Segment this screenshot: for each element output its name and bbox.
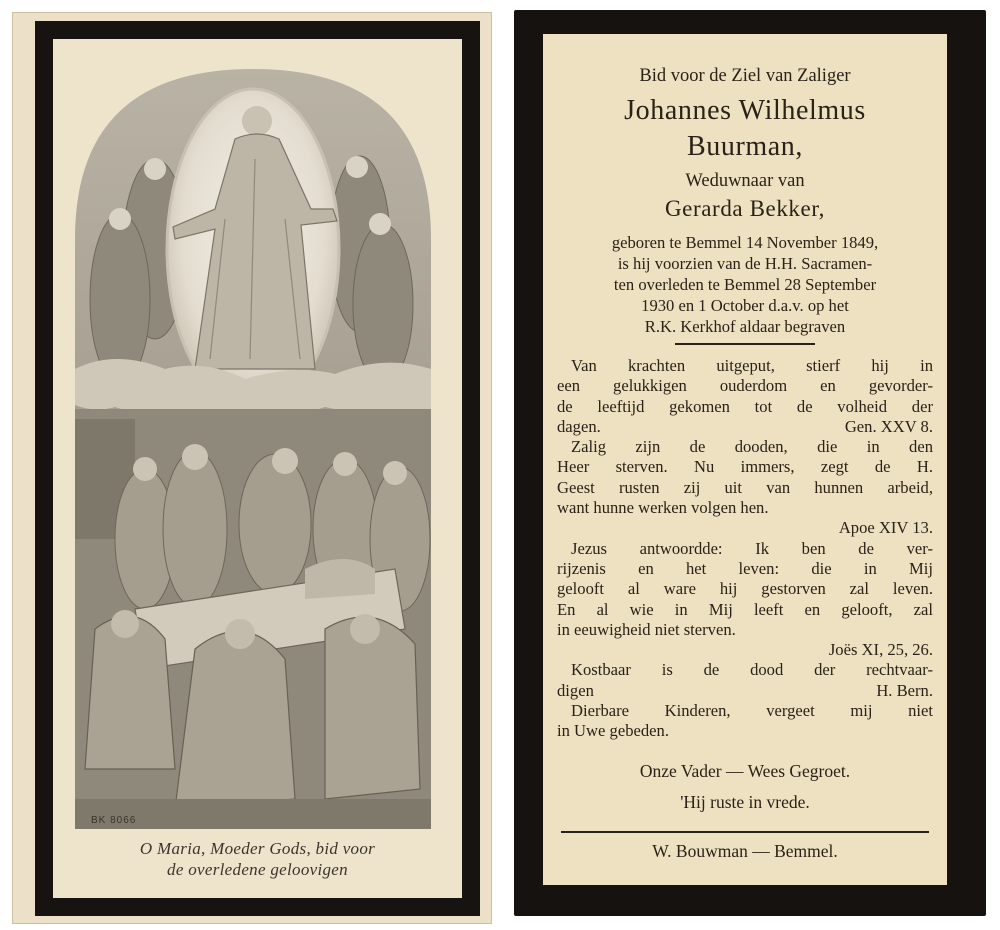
text-line: gelooft al ware hij gestorven zal leven. [557, 579, 933, 599]
prayer-line-2: de overledene geloovigen [167, 860, 348, 879]
text-line: de leeftijd gekomen tot de volheid der [557, 396, 933, 416]
text-line: in Uwe gebeden. [557, 721, 669, 741]
text-line: Kostbaar is de dood der rechtvaar- [571, 660, 933, 680]
prayer-caption [53, 838, 462, 880]
mourning-border-front [35, 21, 480, 916]
text-line: dagen. [557, 416, 601, 436]
text-line: een gelukkigen ouderdom en gevorder- [557, 376, 933, 396]
memorial-card-front [12, 12, 492, 924]
text-line-with-citation [557, 417, 933, 437]
text-line: Van krachten uitgeput, stierf hij in [571, 356, 933, 375]
intro-text: Bid voor de Ziel van Zaliger [639, 66, 851, 86]
scripture-citation: H. Bern. [876, 680, 933, 700]
text-line: Zalig zijn de dooden, die in den [571, 437, 933, 457]
rest-in-peace: 'Hij ruste in vrede. [680, 792, 810, 812]
section-divider [675, 343, 815, 345]
scripture-citation: Gen. XXV 8. [844, 416, 933, 436]
scripture-citation: Joës XI, 25, 26. [828, 640, 933, 660]
text-line: in eeuwigheid niet sterven. [557, 619, 736, 639]
text-line: Jezus antwoordde: Ik ben de ver- [571, 538, 933, 558]
death-of-mary-engraving [75, 69, 431, 829]
scripture-citation: Apoe XIV 13. [838, 518, 933, 538]
deceased-name-line-1: Johannes Wilhelmus [624, 95, 866, 126]
scripture-text [557, 356, 933, 742]
bio-line: ten overleden te Bemmel 28 September [613, 275, 877, 294]
text-line: rijzenis en het leven: die in Mij [557, 558, 933, 578]
text-line: Geest rusten zij uit van hunnen arbeid, [557, 477, 933, 497]
deceased-name-line-2: Buurman, [686, 131, 803, 162]
bio-line: R.K. Kerkhof aldaar begraven [644, 317, 846, 336]
prayer-line-1: O Maria, Moeder Gods, bid voor [139, 839, 376, 858]
text-line-with-citation [557, 681, 933, 701]
card-front-paper [53, 39, 462, 898]
text-line: want hunne werken volgen hen. [557, 498, 769, 518]
widower-label: Weduwnaar van [685, 171, 805, 191]
text-line: digen [557, 680, 594, 700]
text-line: En al wie in Mij leeft en gelooft, zal [557, 599, 933, 619]
print-code: BK 8066 [91, 815, 137, 826]
spouse-name: Gerarda Bekker, [664, 196, 826, 221]
footer-divider [561, 831, 929, 833]
printer-credit: W. Bouwman — Bemmel. [652, 841, 838, 861]
bio-line: geboren te Bemmel 14 November 1849, [611, 233, 879, 252]
closing-prayers: Onze Vader — Wees Gegroet. [639, 761, 851, 781]
biography-block [543, 232, 947, 337]
bio-line: is hij voorzien van de H.H. Sacramen- [617, 254, 873, 273]
devotional-engraving-image [75, 69, 431, 829]
memorial-card-back [543, 34, 947, 885]
text-line: Dierbare Kinderen, vergeet mij niet [571, 701, 933, 721]
bio-line: 1930 en 1 October d.a.v. op het [641, 296, 849, 315]
text-line: Heer sterven. Nu immers, zegt de H. [557, 457, 933, 477]
